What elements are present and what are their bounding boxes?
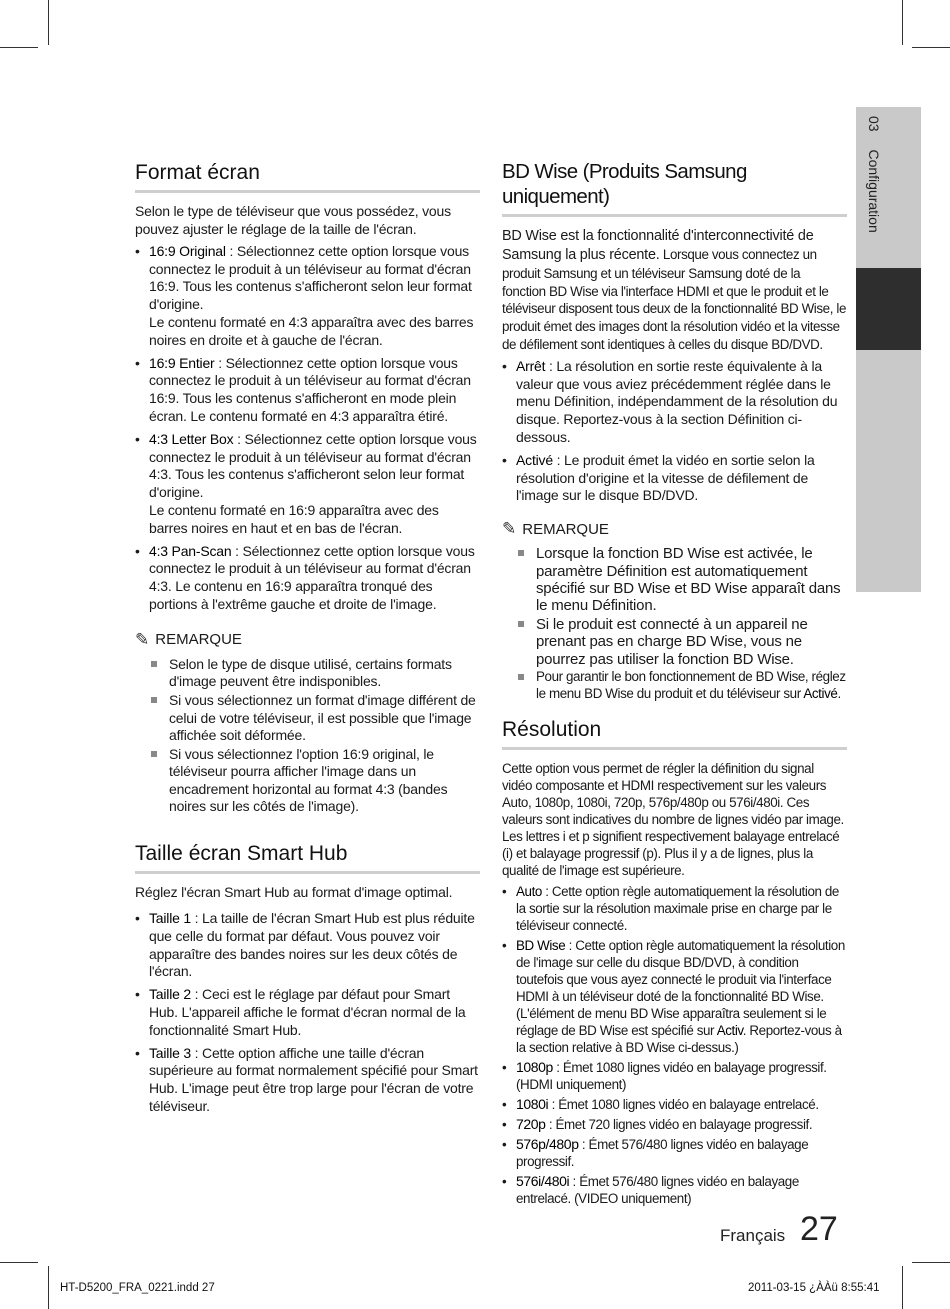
item-text: : Sélectionnez cette option lorsque vous connectez le produit à un téléviseur au format d'écran 4:3. Tous les contenus s'afficheront selon leur format d'origine. [149, 430, 477, 501]
note-title: REMARQUE [522, 520, 609, 538]
item-text: : Ceci est le réglage par défaut pour Smart Hub. L'appareil affiche le format d'écran normal de la fonctionnalité Smart Hub. [149, 986, 466, 1038]
item-term: Taille 1 [149, 910, 191, 927]
item-term: Arrêt [516, 357, 546, 374]
format-ecran-notes [151, 656, 480, 816]
list-item [135, 1045, 480, 1116]
bd-wise-notes [518, 545, 847, 668]
section-title-format-ecran: Format écran [135, 160, 480, 193]
chapter-label [862, 116, 882, 276]
format-ecran-intro: Selon le type de téléviseur que vous possédez, vous pouvez ajuster le réglage de la taille de l'écran. [135, 203, 451, 237]
list-item [502, 883, 847, 934]
item-text: : Cette option affiche une taille d'écran supérieure au format normalement spécifié pour Smart Hub. L'image peut être trop large pour l'écran de votre téléviseur. [149, 1044, 478, 1115]
item-term: 576i/480i [516, 1172, 570, 1189]
bd-wise-list [502, 358, 847, 505]
section-title-bd-wise: BD Wise (Produits Samsung uniquement) [502, 160, 847, 217]
list-item [502, 1059, 847, 1093]
bd-wise-intro-body: Lorsque vous connectez un produit Samsung et un téléviseur Samsung doté de la fonction BD Wise via l'interface HDMI et que le produit et le téléviseur disposent tous deux de la fonctionnalité BD Wise, le produit émet des images dont la résolution vidéo et la vitesse de défilement sont identiques à celles du disque BD/DVD. [502, 246, 846, 352]
page-number: 27 [800, 1210, 838, 1248]
item-text: : Émet 1080 lignes vidéo en balayage progressif. (HDMI uniquement) [516, 1059, 827, 1092]
item-term: 16:9 Entier [149, 354, 215, 371]
item-text: : La taille de l'écran Smart Hub est plus réduite que celle du format par défaut. Vous pouvez voir apparaître des bandes noires sur les deux côtés de l'écran. [149, 910, 475, 980]
item-text: : Émet 1080 lignes vidéo en balayage entrelacé. [548, 1096, 819, 1112]
item-term: 1080i [516, 1095, 549, 1112]
item-text: : Le produit émet la vidéo en sortie selon la résolution d'origine et la vitesse de défilement de l'image sur le disque BD/DVD. [516, 451, 815, 504]
chapter-title: Configuration [866, 149, 882, 233]
taille-ecran-intro: Réglez l'écran Smart Hub au format d'image optimal. [135, 884, 453, 901]
item-text: : Sélectionnez cette option lorsque vous connectez le produit à un téléviseur au format d'écran 4:3. Le contenu en 16:9 apparaîtra tronqué des portions à l'extrême gauche et droite de l'image. [149, 542, 475, 612]
list-item [135, 355, 480, 426]
item-text: : Cette option règle automatiquement la résolution de la sortie sur la résolution maximale prise en charge par le téléviseur connecté. [516, 883, 839, 933]
note-heading [135, 630, 480, 650]
crop-mark [0, 1262, 38, 1263]
list-item [502, 1096, 847, 1113]
format-ecran-list [135, 243, 480, 614]
item-text: : Émet 720 lignes vidéo en balayage progressif. [545, 1116, 813, 1132]
list-item [135, 543, 480, 614]
item-term: 4:3 Pan-Scan [149, 542, 232, 559]
item-term: 1080p [516, 1058, 553, 1075]
chapter-number: 03 [866, 116, 882, 132]
print-slug-file: HT-D5200_FRA_0221.indd 27 [60, 1282, 215, 1294]
item-term: 720p [516, 1115, 546, 1132]
footer-language: Français [720, 1226, 786, 1245]
note-item: Si vous sélectionnez l'option 16:9 original, le téléviseur pourra afficher l'image dans un encadrement horizontal au format 4:3 (bandes noires sur les côtés de l'image). [151, 746, 480, 816]
crop-mark [912, 1262, 950, 1263]
note-item [518, 669, 847, 703]
item-text-extra: Le contenu formaté en 16:9 apparaîtra avec des barres noires en haut et en bas de l'écran. [149, 501, 439, 536]
bd-wise-intro [502, 227, 847, 354]
crop-mark [902, 0, 903, 45]
item-text: : Sélectionnez cette option lorsque vous connectez le produit à un téléviseur au format d'écran 16:9. Tous les contenus s'afficheront selon leur format d'origine. [149, 242, 472, 313]
note-title: REMARQUE [155, 631, 242, 649]
list-item [502, 937, 847, 1056]
item-text: : Sélectionnez cette option lorsque vous connectez le produit à un téléviseur au format d'écran 16:9. Tous les contenus s'afficheront en mode plein écran. Le contenu formaté en 4:3 apparaîtra étiré. [149, 354, 471, 424]
taille-ecran-list [135, 910, 480, 1116]
note-item: Si vous sélectionnez un format d'image différent de celui de votre téléviseur, il est possible que l'image affichée soit déformée. [151, 692, 480, 745]
print-slug-date: 2011-03-15 ¿ÀÀü 8:55:41 [748, 1282, 880, 1294]
crop-mark [902, 1266, 903, 1309]
item-term: 16:9 Original [149, 242, 226, 259]
item-text-end: . Reportez-vous à la section relative à BD Wise ci-dessus.) [516, 1022, 842, 1055]
item-term-inline: Activ [716, 1022, 743, 1038]
note-end: . [837, 685, 841, 701]
bd-wise-notes-extra [518, 669, 847, 703]
item-text: : Émet 576/480 lignes vidéo en balayage progressif. [516, 1136, 809, 1169]
list-item [502, 1173, 847, 1207]
right-column [502, 160, 847, 1211]
item-term: 4:3 Letter Box [149, 430, 234, 447]
list-item [502, 358, 847, 447]
note-item: Si le produit est connecté à un appareil ne prenant pas en charge BD Wise, vous ne pourrez pas utiliser la fonction BD Wise. [518, 616, 847, 668]
item-term: Taille 2 [149, 986, 191, 1003]
item-text-extra: Le contenu formaté en 4:3 apparaîtra avec des barres noires en droite et à gauche de l'écran. [149, 313, 474, 348]
item-text: : Émet 576/480 lignes vidéo en balayage entrelacé. (VIDEO uniquement) [516, 1173, 799, 1206]
item-term: Activé [516, 451, 553, 468]
pencil-icon: ✎ [502, 519, 517, 539]
list-item [135, 986, 480, 1039]
list-item [502, 1136, 847, 1170]
crop-mark [48, 0, 49, 45]
list-item [135, 431, 480, 538]
list-item [502, 452, 847, 505]
item-term: BD Wise [516, 937, 566, 953]
item-text: : La résolution en sortie reste équivalente à la valeur que vous aviez précédemment réglée dans le menu Définition, indépendamment de la résolution du disque. Reportez-vous à la section Définition ci-dessous. [516, 357, 838, 445]
crop-mark [48, 1266, 49, 1309]
note-term: Activé [803, 685, 838, 701]
resolution-intro: Cette option vous permet de régler la définition du signal vidéo composante et HDMI respectivement sur les valeurs Auto, 1080p, 1080i, 720p, 576p/480p ou 576i/480i. Ces valeurs sont indicatives du nombre de lignes vidéo par image. Les lettres i et p signifient respectivement balayage entrelacé (i) et balayage progressif (p). Plus il y a de lignes, plus la qualité de l'image est supérieure. [502, 760, 844, 878]
bd-wise-intro-lead: BD Wise est la fonctionnalité d'interconnectivité de Samsung la plus récente. [502, 228, 814, 263]
note-item: Selon le type de disque utilisé, certains formats d'image peuvent être indisponibles. [151, 656, 480, 691]
crop-mark [912, 47, 950, 48]
resolution-list [502, 883, 847, 1207]
item-term: 576p/480p [516, 1135, 579, 1152]
chapter-tab-marker [856, 268, 921, 350]
item-term: Taille 3 [149, 1044, 191, 1061]
section-title-taille-ecran: Taille écran Smart Hub [135, 841, 480, 874]
pencil-icon: ✎ [135, 629, 150, 649]
crop-mark [0, 47, 38, 48]
note-heading [502, 519, 847, 539]
list-item [502, 1116, 847, 1133]
section-title-resolution: Résolution [502, 717, 847, 750]
list-item [135, 243, 480, 350]
item-text: : Cette option règle automatiquement la résolution de l'image sur celle du disque BD/DVD, à condition toutefois que vous ayez connecté le produit via l'interface HDMI à un téléviseur doté de la fonctionnalité BD Wise. (L'élément de menu BD Wise apparaîtra seulement si le réglage de BD Wise est spécifié sur [516, 937, 845, 1038]
left-column [135, 160, 480, 1121]
item-term: Auto [516, 883, 542, 899]
note-text: Pour garantir le bon fonctionnement de BD Wise, réglez le menu BD Wise du produit et du téléviseur sur [536, 668, 846, 701]
note-item: Lorsque la fonction BD Wise est activée, le paramètre Définition est automatiquement spécifié sur BD Wise et BD Wise apparaît dans le menu Définition. [518, 545, 847, 615]
list-item [135, 910, 480, 981]
